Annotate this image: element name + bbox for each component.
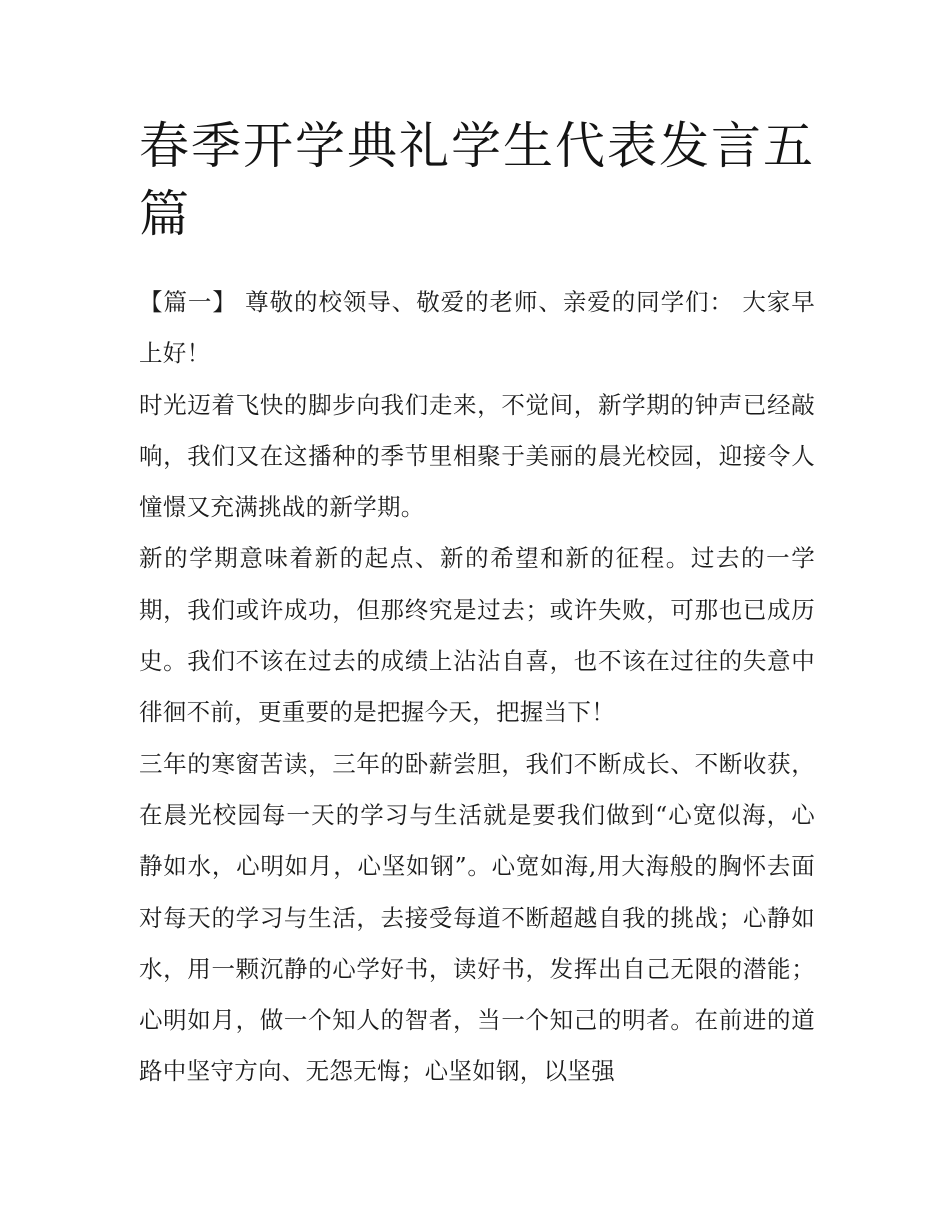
document-body: [139, 277, 815, 1098]
paragraph-greeting: 【篇一】 尊敬的校领导、敬爱的老师、亲爱的同学们： 大家早上好！: [139, 288, 815, 368]
paragraph-new-start: 新的学期意味着新的起点、新的希望和新的征程。过去的一学期，我们或许成功，但那终究是过去；或许失败，可那也已成历史。我们不该在过去的成绩上沾沾自喜，也不该在过往的失意中徘徊不前，更重要的是把握今天，把握当下！: [139, 544, 815, 727]
paragraph-new-term: 时光迈着飞快的脚步向我们走来，不觉间，新学期的钟声已经敲响，我们又在这播种的季节里相聚于美丽的晨光校园，迎接令人憧憬又充满挑战的新学期。: [139, 390, 815, 522]
document-title: 春季开学典礼学生代表发言五篇: [139, 117, 815, 243]
paragraph-three-years: 三年的寒窗苦读，三年的卧薪尝胆，我们不断成长、不断收获，在晨光校园每一天的学习与生活就是要我们做到“心宽似海，心静如水，心明如月，心坚如钢”。心宽如海,用大海般的胸怀去面对每天的学习与生活，去接受每道不断超越自我的挑战；心静如水，用一颗沉静的心学好书，读好书，发挥出自己无限的潜能；心明如月，做一个知人的智者，当一个知己的明者。在前进的道路中坚守方向、无怨无悔；心坚如钢，以坚强: [139, 749, 815, 1086]
